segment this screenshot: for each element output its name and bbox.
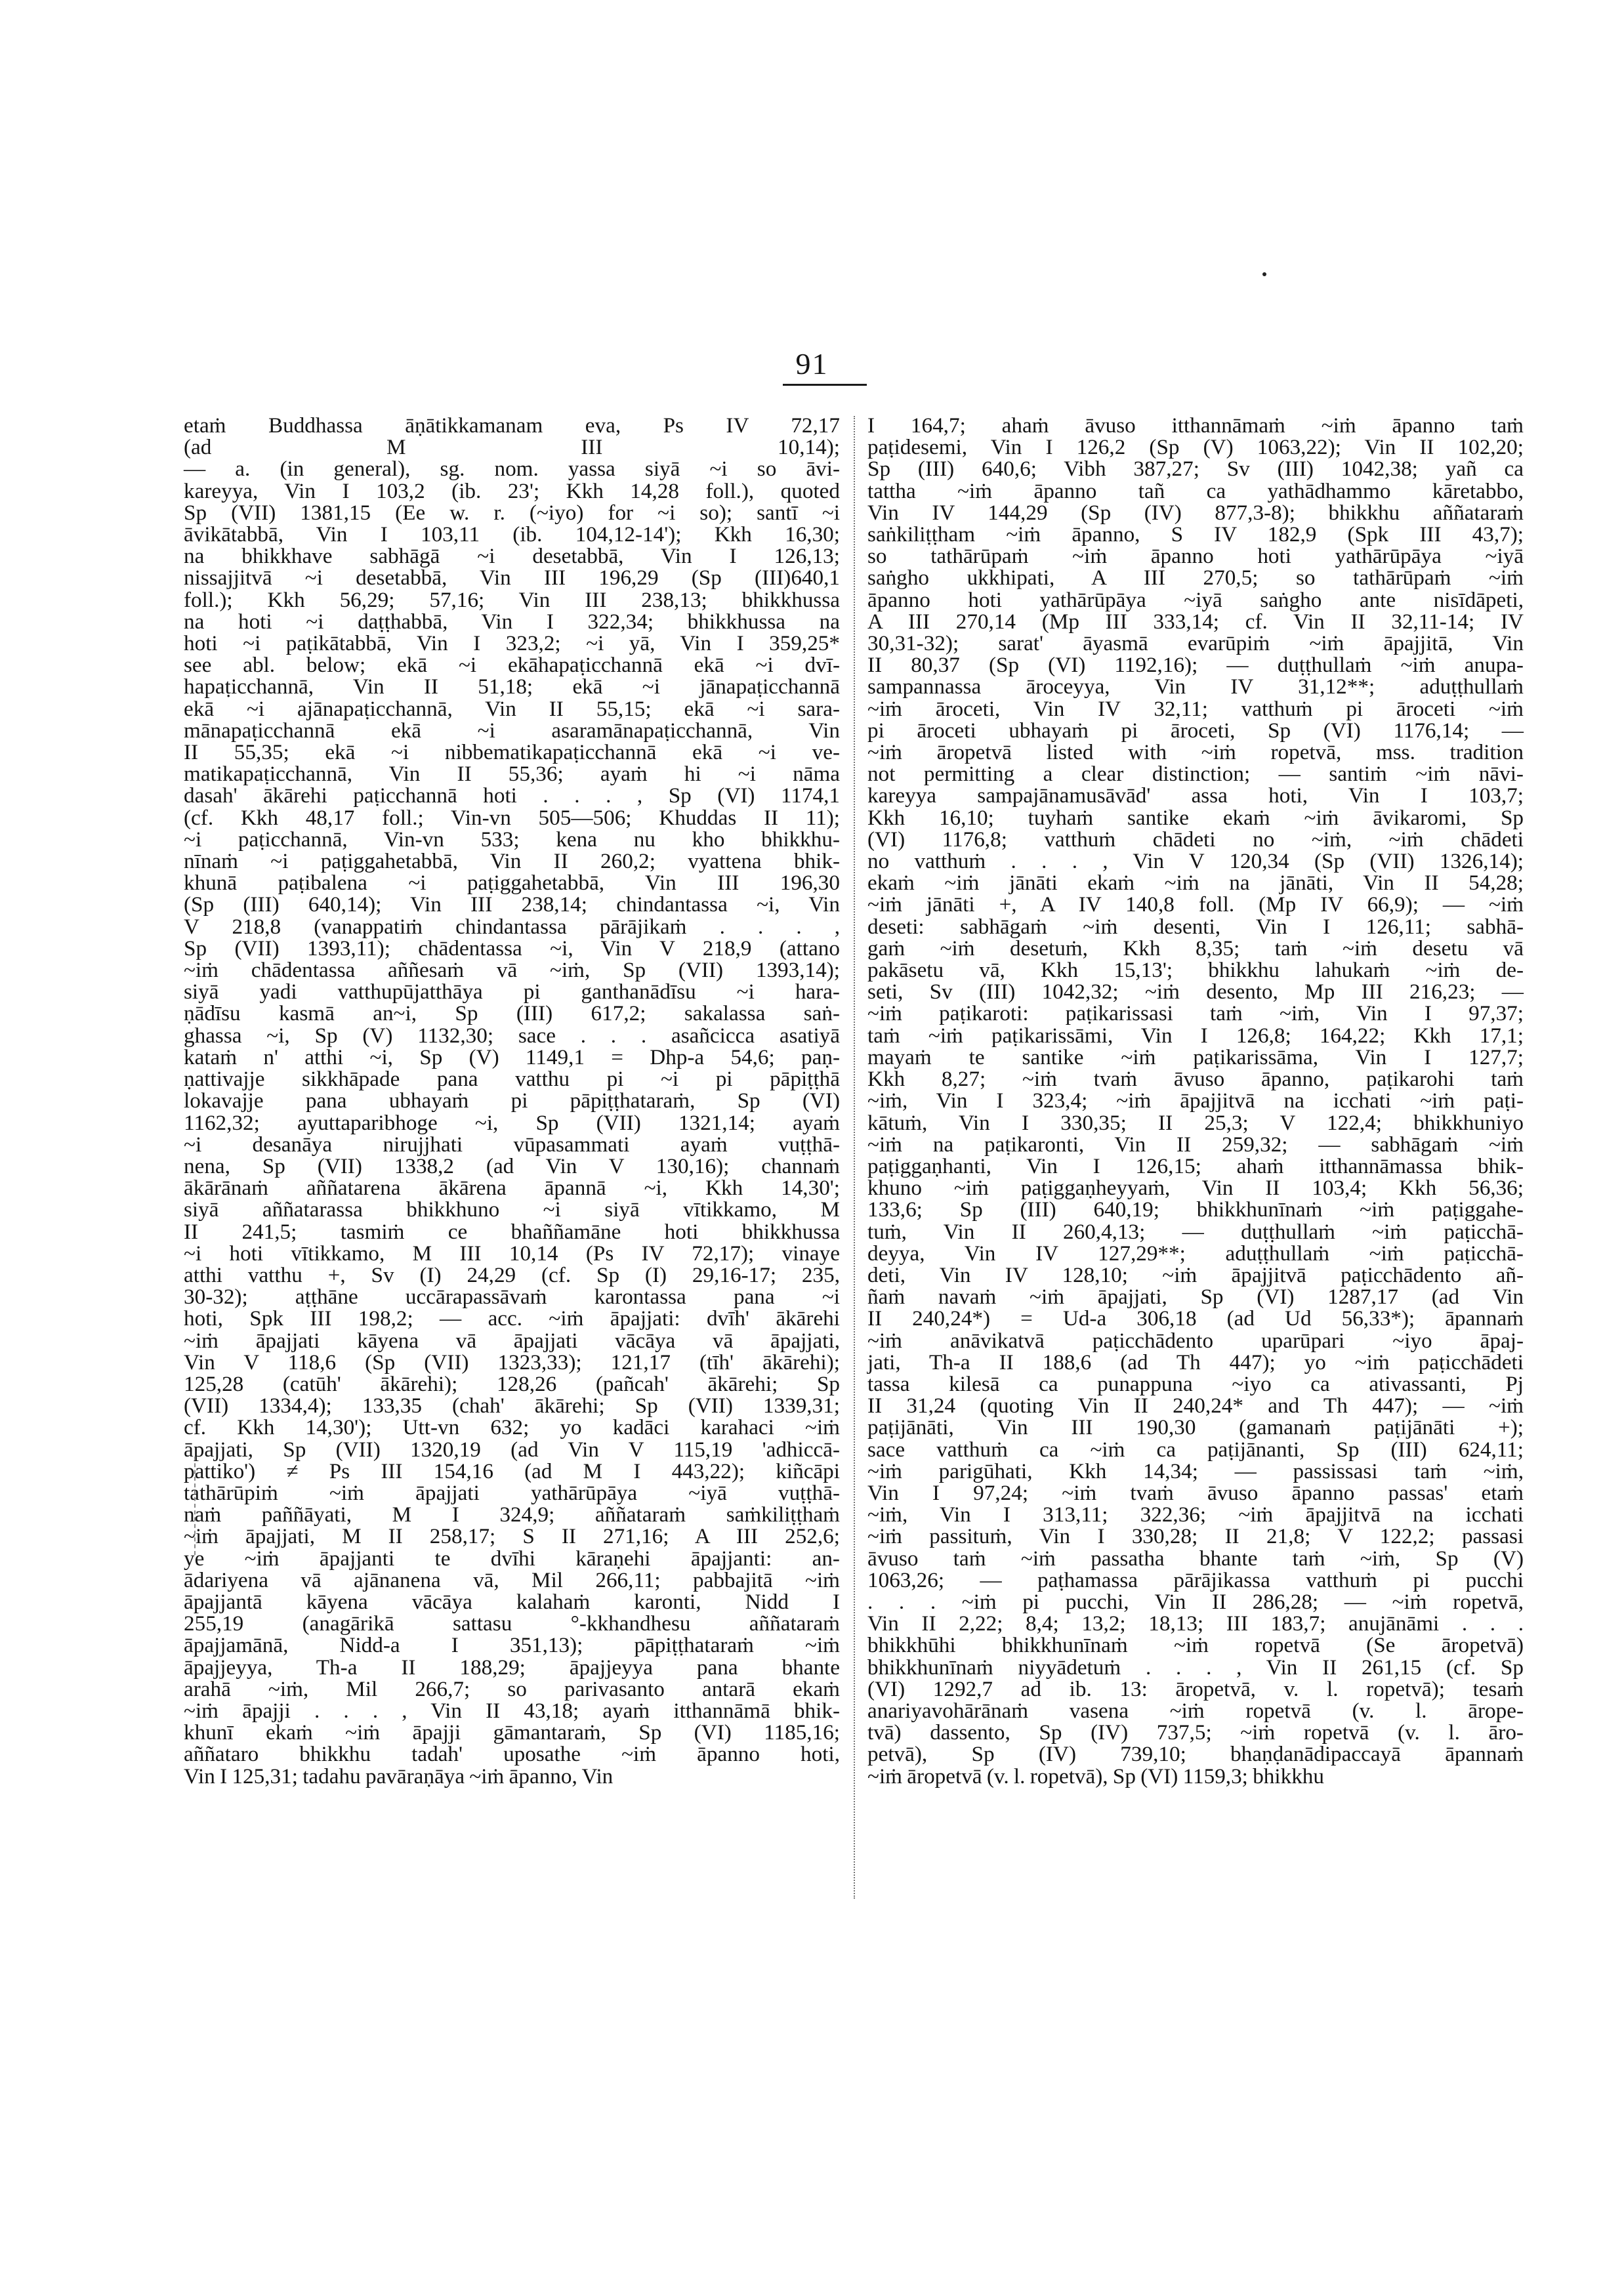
text-line: ~iṁ āropetvā (v. l. ropetvā), Sp (VI) 1159,3; bhikkhu bbox=[867, 1764, 1324, 1788]
text-line: Vin V 118,6 (Sp (VII) 1323,33); 121,17 (tīh' ākārehi); bbox=[184, 1350, 840, 1375]
text-line: deseti: sabhāgaṁ ~iṁ desenti, Vin I 126,11; sabhā- bbox=[867, 914, 1524, 939]
text-line: ṇādīsu kasmā an~i, Sp (III) 617,2; sakalassa saṅ- bbox=[184, 1001, 840, 1026]
text-line: ~iṁ, Vin I 323,4; ~iṁ āpajjitvā na icchati ~iṁ paṭi- bbox=[867, 1088, 1524, 1113]
text-line: ~i desanāya nirujjhati vūpasammati ayaṁ vuṭṭhā- bbox=[184, 1132, 840, 1157]
text-line: etaṁ Buddhassa āṇātikkamanam eva, Ps IV 72,17 bbox=[184, 413, 840, 438]
text-line: nīnaṁ ~i paṭiggahetabbā, Vin II 260,2; vyattena bhik- bbox=[184, 849, 840, 874]
text-line: tvā) dassento, Sp (IV) 737,5; ~iṁ ropetvā (v. l. āro- bbox=[867, 1720, 1524, 1745]
text-line: I 164,7; ahaṁ āvuso itthannāmaṁ ~iṁ āpanno taṁ bbox=[867, 413, 1524, 438]
text-line: so tathārūpaṁ ~iṁ āpanno hoti yathārūpāya ~iyā bbox=[867, 544, 1524, 569]
text-line: āpajjamānā, Nidd-a I 351,13); pāpiṭṭhataraṁ ~iṁ bbox=[184, 1633, 840, 1658]
text-line: ~iṁ āpajji . . . , Vin II 43,18; ayaṁ itthannāmā bhik- bbox=[184, 1698, 840, 1723]
text-line: hoti ~i paṭikātabbā, Vin I 323,2; ~i yā, Vin I 359,25* bbox=[184, 631, 840, 656]
text-line: jati, Th-a II 188,6 (ad Th 447); yo ~iṁ paṭicchādeti bbox=[867, 1350, 1524, 1375]
text-line: ~iṁ parigūhati, Kkh 14,34; — passissasi taṁ ~iṁ, bbox=[867, 1458, 1524, 1483]
text-line: ~iṁ anāvikatvā paṭicchādento uparūpari ~iyo āpaj- bbox=[867, 1328, 1524, 1353]
text-line: Vin II 2,22; 8,4; 13,2; 18,13; III 183,7; anujānāmi . . . bbox=[867, 1611, 1524, 1636]
text-line: nena, Sp (VII) 1338,2 (ad Vin V 130,16); channaṁ bbox=[184, 1153, 840, 1178]
text-line: V 218,8 (vanappatiṁ chindantassa pārājikaṁ . . . , bbox=[184, 914, 840, 939]
text-line: arahā ~iṁ, Mil 266,7; so parivasanto antarā ekaṁ bbox=[184, 1676, 840, 1701]
text-line: not permitting a clear distinction; — santiṁ ~iṁ nāvi- bbox=[867, 762, 1524, 787]
text-line: Kkh 16,10; tuyhaṁ santike ekaṁ ~iṁ āvikaromi, Sp bbox=[867, 805, 1524, 830]
text-line: ādariyena vā ajānanena vā, Mil 266,11; pabbajitā ~iṁ bbox=[184, 1567, 840, 1592]
text-line: petvā), Sp (IV) 739,10; bhaṇḍanādipaccayā āpannaṁ bbox=[867, 1742, 1524, 1767]
text-line: (ad M III 10,14); bbox=[184, 435, 840, 460]
text-line: ghassa ~i, Sp (V) 1132,30; sace . . . asañcicca asatiyā bbox=[184, 1023, 840, 1048]
text-line: atthi vatthu +, Sv (I) 24,29 (cf. Sp (I) 29,16-17; 235, bbox=[184, 1262, 840, 1287]
left-column bbox=[184, 415, 840, 1787]
text-line: — a. (in general), sg. nom. yassa siyā ~i so āvi- bbox=[184, 457, 840, 482]
text-line: siyā aññatarassa bhikkhuno ~i siyā vītikkamo, M bbox=[184, 1197, 840, 1222]
text-line: deti, Vin IV 128,10; ~iṁ āpajjitvā paṭicchādento añ- bbox=[867, 1262, 1524, 1287]
text-line: ~i hoti vītikkamo, M III 10,14 (Ps IV 72,17); vinaye bbox=[184, 1241, 840, 1266]
page-number: 91 bbox=[795, 347, 829, 381]
text-line: Vin I 97,24; ~iṁ tvaṁ āvuso āpanno passas' etaṁ bbox=[867, 1480, 1524, 1505]
text-line: kataṁ n' atthi ~i, Sp (V) 1149,1 = Dhp-a 54,6; paṇ- bbox=[184, 1044, 840, 1069]
text-line: āpajjantā kāyena vācāya kalahaṁ karonti, Nidd I bbox=[184, 1589, 840, 1614]
text-line: Vin I 125,31; tadahu pavāraṇāya ~iṁ āpanno, Vin bbox=[184, 1764, 614, 1788]
text-line: pi āroceti ubhayaṁ pi āroceti, Sp (VI) 1176,14; — bbox=[867, 718, 1524, 743]
text-line: aññataro bhikkhu tadah' uposathe ~iṁ āpanno hoti, bbox=[184, 1742, 840, 1767]
text-line: āpajjeyya, Th-a II 188,29; āpajjeyya pana bhante bbox=[184, 1655, 840, 1680]
text-line: ākārānaṁ aññatarena ākārena āpannā ~i, Kkh 14,30'; bbox=[184, 1176, 840, 1201]
text-line: ~iṁ chādentassa aññesaṁ vā ~iṁ, Sp (VII) 1393,14); bbox=[184, 958, 840, 983]
ink-speck bbox=[1262, 272, 1266, 276]
text-line: kareyya, Vin I 103,2 (ib. 23'; Kkh 14,28 foll.), quoted bbox=[184, 478, 840, 503]
margin-ticks bbox=[194, 1457, 198, 1555]
text-line: paṭijānāti, Vin III 190,30 (gamanaṁ paṭijānāti +); bbox=[867, 1415, 1524, 1440]
text-line: . . . ~iṁ pi pucchi, Vin II 286,28; — ~iṁ ropetvā, bbox=[867, 1589, 1524, 1614]
text-line: ~iṁ āpajjati kāyena vā āpajjati vācāya vā āpajjati, bbox=[184, 1328, 840, 1353]
text-line: Vin IV 144,29 (Sp (IV) 877,3-8); bhikkhu aññataraṁ bbox=[867, 500, 1524, 525]
text-line: Sp (III) 640,6; Vibh 387,27; Sv (III) 1042,38; yañ ca bbox=[867, 457, 1524, 482]
text-line: saṅgho ukkhipati, A III 270,5; so tathārūpaṁ ~iṁ bbox=[867, 566, 1524, 590]
text-line: ṇattivajje sikkhāpade pana vatthu pi ~i pi pāpiṭṭhā bbox=[184, 1067, 840, 1092]
text-line: 1162,32; ayuttaparibhoge ~i, Sp (VII) 1321,14; ayaṁ bbox=[184, 1110, 840, 1135]
text-line: 30,31-32); sarat' āyasmā evarūpiṁ ~iṁ āpajjitā, Vin bbox=[867, 631, 1524, 656]
text-line: taṁ ~iṁ paṭikarissāmi, Vin I 126,8; 164,22; Kkh 17,1; bbox=[867, 1023, 1524, 1048]
text-line: no vatthuṁ . . . , Vin V 120,34 (Sp (VII) 1326,14); bbox=[867, 849, 1524, 874]
text-line: (VII) 1334,4); 133,35 (chah' ākārehi; Sp (VII) 1339,31; bbox=[184, 1394, 840, 1418]
text-line: ~iṁ, Vin I 313,11; 322,36; ~iṁ āpajjitvā na icchati bbox=[867, 1502, 1524, 1527]
text-line: 125,28 (catūh' ākārehi); 128,26 (pañcah' ākārehi; Sp bbox=[184, 1371, 840, 1396]
text-line: āvikātabbā, Vin I 103,11 (ib. 104,12-14'); Kkh 16,30; bbox=[184, 522, 840, 547]
text-line: khunī ekaṁ ~iṁ āpajji gāmantaraṁ, Sp (VI) 1185,16; bbox=[184, 1720, 840, 1745]
text-line: sace vatthuṁ ca ~iṁ ca paṭijānanti, Sp (III) 624,11; bbox=[867, 1437, 1524, 1462]
text-line: khuno ~iṁ paṭiggaṇheyyaṁ, Vin II 103,4; Kkh 56,36; bbox=[867, 1176, 1524, 1201]
text-line: (cf. Kkh 48,17 foll.; Vin-vn 505—506; Khuddas II 11); bbox=[184, 805, 840, 830]
text-line: 133,6; Sp (III) 640,19; bhikkhunīnaṁ ~iṁ paṭiggahe- bbox=[867, 1197, 1524, 1222]
text-line: Sp (VII) 1381,15 (Ee w. r. (~iyo) for ~i so); santī ~i bbox=[184, 500, 840, 525]
text-line: siyā yadi vatthupūjatthāya pi ganthanādīsu ~i hara- bbox=[184, 980, 840, 1004]
text-line: dasah' ākārehi paṭicchannā hoti . . . , Sp (VI) 1174,1 bbox=[184, 783, 840, 808]
text-line: tuṁ, Vin II 260,4,13; — duṭṭhullaṁ ~iṁ paṭicchā- bbox=[867, 1219, 1524, 1244]
text-line: mānapaṭicchannā ekā ~i asaramānapaṭicchannā, Vin bbox=[184, 718, 840, 743]
text-line: āpajjati, Sp (VII) 1320,19 (ad Vin V 115,19 'adhiccā- bbox=[184, 1437, 840, 1462]
column-gutter bbox=[854, 416, 855, 1899]
text-line: ~i paṭicchannā, Vin-vn 533; kena nu kho bhikkhu- bbox=[184, 827, 840, 852]
text-line: mayaṁ te santike ~iṁ paṭikarissāma, Vin I 127,7; bbox=[867, 1044, 1524, 1069]
page-number-rule bbox=[783, 384, 867, 386]
text-line: ~iṁ paṭikaroti: paṭikarissasi taṁ ~iṁ, Vin I 97,37; bbox=[867, 1001, 1524, 1026]
right-column bbox=[867, 415, 1524, 1787]
text-line: II 55,35; ekā ~i nibbematikapaṭicchannā ekā ~i ve- bbox=[184, 740, 840, 765]
text-line: hapaṭicchannā, Vin II 51,18; ekā ~i jānapaṭicchannā bbox=[184, 674, 840, 699]
text-line: nissajjitvā ~i desetabbā, Vin III 196,29 (Sp (III)640,1 bbox=[184, 566, 840, 590]
text-line: hoti, Spk III 198,2; — acc. ~iṁ āpajjati: dvīh' ākārehi bbox=[184, 1306, 840, 1331]
text-line: na hoti ~i daṭṭhabbā, Vin I 322,34; bhikkhussa na bbox=[184, 609, 840, 634]
text-line: ~iṁ passituṁ, Vin I 330,28; II 21,8; V 122,2; passasi bbox=[867, 1524, 1524, 1549]
text-line: foll.); Kkh 56,29; 57,16; Vin III 238,13; bhikkhussa bbox=[184, 587, 840, 612]
text-line: 30-32); aṭṭhāne uccārapassāvaṁ karontassa pana ~i bbox=[184, 1285, 840, 1310]
text-line: II 241,5; tasmiṁ ce bhaññamāne hoti bhikkhussa bbox=[184, 1219, 840, 1244]
text-line: (VI) 1292,7 ad ib. 13: āropetvā, v. l. ropetvā); tesaṁ bbox=[867, 1676, 1524, 1701]
text-line: gaṁ ~iṁ desetuṁ, Kkh 8,35; taṁ ~iṁ desetu vā bbox=[867, 936, 1524, 961]
text-line: sampannassa āroceyya, Vin IV 31,12**; aduṭṭhullaṁ bbox=[867, 674, 1524, 699]
text-line: deyya, Vin IV 127,29**; aduṭṭhullaṁ ~iṁ paṭicchā- bbox=[867, 1241, 1524, 1266]
text-line: naṁ paññāyati, M I 324,9; aññataraṁ saṁkiliṭṭhaṁ bbox=[184, 1502, 840, 1527]
text-line: paṭidesemi, Vin I 126,2 (Sp (V) 1063,22); Vin II 102,20; bbox=[867, 435, 1524, 460]
text-line: (Sp (III) 640,14); Vin III 238,14; chindantassa ~i, Vin bbox=[184, 892, 840, 917]
text-line: cf. Kkh 14,30'); Utt-vn 632; yo kadāci karahaci ~iṁ bbox=[184, 1415, 840, 1440]
text-line: seti, Sv (III) 1042,32; ~iṁ desento, Mp III 216,23; — bbox=[867, 980, 1524, 1004]
text-line: kātuṁ, Vin I 330,35; II 25,3; V 122,4; bhikkhuniyo bbox=[867, 1110, 1524, 1135]
text-line: A III 270,14 (Mp III 333,14; cf. Vin II 32,11-14; IV bbox=[867, 609, 1524, 634]
text-line: matikapaṭicchannā, Vin II 55,36; ayaṁ hi ~i nāma bbox=[184, 762, 840, 787]
text-line: ~iṁ na paṭikaronti, Vin II 259,32; — sabhāgaṁ ~iṁ bbox=[867, 1132, 1524, 1157]
text-line: paṭiggaṇhanti, Vin I 126,15; ahaṁ itthannāmassa bhik- bbox=[867, 1153, 1524, 1178]
text-line: kareyya sampajānamusāvād' assa hoti, Vin I 103,7; bbox=[867, 783, 1524, 808]
text-line: Sp (VII) 1393,11); chādentassa ~i, Vin V 218,9 (attano bbox=[184, 936, 840, 961]
text-line: ñaṁ navaṁ ~iṁ āpajjati, Sp (VI) 1287,17 (ad Vin bbox=[867, 1285, 1524, 1310]
text-line: ~iṁ āropetvā listed with ~iṁ ropetvā, mss. tradition bbox=[867, 740, 1524, 765]
text-line: II 31,24 (quoting Vin II 240,24* and Th 447); — ~iṁ bbox=[867, 1394, 1524, 1418]
text-line: (VI) 1176,8; vatthuṁ chādeti no ~iṁ, ~iṁ chādeti bbox=[867, 827, 1524, 852]
text-line: anariyavohārānaṁ vasena ~iṁ ropetvā (v. l. ārope- bbox=[867, 1698, 1524, 1723]
text-line: II 240,24*) = Ud-a 306,18 (ad Ud 56,33*); āpannaṁ bbox=[867, 1306, 1524, 1331]
text-line: 1063,26; — paṭhamassa pārājikassa vatthuṁ pi pucchi bbox=[867, 1567, 1524, 1592]
text-line: bhikkhunīnaṁ niyyādetuṁ . . . , Vin II 261,15 (cf. Sp bbox=[867, 1655, 1524, 1680]
text-line: bhikkhūhi bhikkhunīnaṁ ~iṁ ropetvā (Se āropetvā) bbox=[867, 1633, 1524, 1658]
text-line: ekaṁ ~iṁ jānāti ekaṁ ~iṁ na jānāti, Vin II 54,28; bbox=[867, 871, 1524, 896]
text-line: pakāsetu vā, Kkh 15,13'; bhikkhu lahukaṁ ~iṁ de- bbox=[867, 958, 1524, 983]
text-line: saṅkiliṭṭham ~iṁ āpanno, S IV 182,9 (Spk III 43,7); bbox=[867, 522, 1524, 547]
text-line: ~iṁ āroceti, Vin IV 32,11; vatthuṁ pi āroceti ~iṁ bbox=[867, 696, 1524, 721]
text-line: ye ~iṁ āpajjanti te dvīhi kāraṇehi āpajjanti: an- bbox=[184, 1546, 840, 1571]
text-line: tathārūpiṁ ~iṁ āpajjati yathārūpāya ~iyā vuṭṭhā- bbox=[184, 1480, 840, 1505]
text-line: tattha ~iṁ āpanno tañ ca yathādhammo kāretabbo, bbox=[867, 478, 1524, 503]
text-line: āpanno hoti yathārūpāya ~iyā saṅgho ante nisīdāpeti, bbox=[867, 587, 1524, 612]
text-line: Kkh 8,27; ~iṁ tvaṁ āvuso āpanno, paṭikarohi taṁ bbox=[867, 1067, 1524, 1092]
text-line: see abl. below; ekā ~i ekāhapaṭicchannā ekā ~i dvī- bbox=[184, 653, 840, 678]
text-line: khunā paṭibalena ~i paṭiggahetabbā, Vin III 196,30 bbox=[184, 871, 840, 896]
text-line: na bhikkhave sabhāgā ~i desetabbā, Vin I 126,13; bbox=[184, 544, 840, 569]
text-line: 255,19 (anagārikā sattasu °-kkhandhesu aññataraṁ bbox=[184, 1611, 840, 1636]
text-line: lokavajje pana ubhayaṁ pi pāpiṭṭhataraṁ, Sp (VI) bbox=[184, 1088, 840, 1113]
text-line: āvuso taṁ ~iṁ passatha bhante taṁ ~iṁ, Sp (V) bbox=[867, 1546, 1524, 1571]
text-line: II 80,37 (Sp (VI) 1192,16); — duṭṭhullaṁ ~iṁ anupa- bbox=[867, 653, 1524, 678]
text-line: ~iṁ āpajjati, M II 258,17; S II 271,16; A III 252,6; bbox=[184, 1524, 840, 1549]
text-line: pattiko') ≠ Ps III 154,16 (ad M I 443,22); kiñcāpi bbox=[184, 1458, 840, 1483]
text-line: ~iṁ jānāti +, A IV 140,8 foll. (Mp IV 66,9); — ~iṁ bbox=[867, 892, 1524, 917]
text-line: tassa kilesā ca punappuna ~iyo ca ativassanti, Pj bbox=[867, 1371, 1524, 1396]
text-line: ekā ~i ajānapaṭicchannā, Vin II 55,15; ekā ~i sara- bbox=[184, 696, 840, 721]
